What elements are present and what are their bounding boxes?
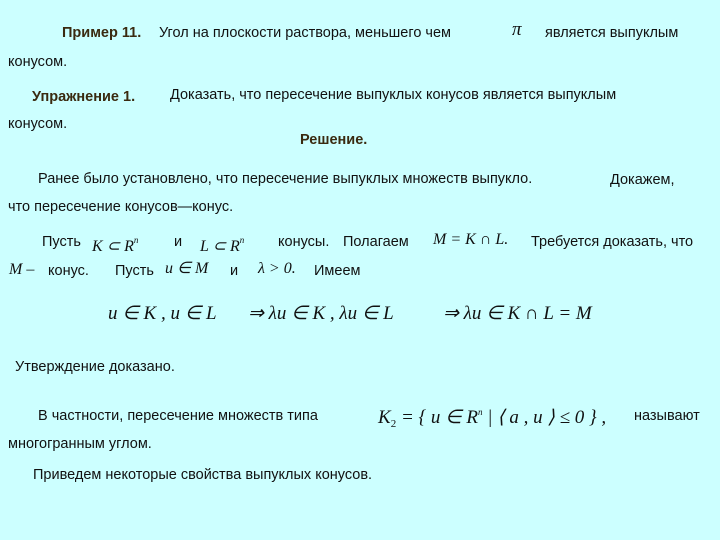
and-text: и (174, 234, 183, 250)
para1-line1b: Докажем, (610, 172, 675, 188)
solution-title: Решение. (300, 132, 368, 148)
para1-line2: что пересечение конусов—конус. (8, 199, 234, 215)
exercise-line2: конусом. (8, 116, 68, 132)
k2-set: $K_2$ = { u ∈ $R^n$ | ⟨ a , u ⟩ ≤ 0 } , (378, 407, 607, 430)
need-text: Требуется доказать, что (531, 234, 694, 250)
exercise-label: Упражнение 1. (32, 89, 136, 105)
example-text: Угол на плоскости раствора, меньшего чем (159, 25, 451, 41)
example-line2: конусом. (8, 54, 68, 70)
para1-line1: Ранее было установлено, что пересечение выпуклых множеств выпукло. (38, 171, 533, 187)
let-text: Пусть (42, 234, 81, 250)
have-text: Имеем (314, 263, 361, 279)
formula-part1: u ∈ K , u ∈ L (108, 303, 217, 324)
cone-text: конус. (48, 263, 89, 279)
pi-symbol: π (512, 19, 522, 40)
m-definition: M = K ∩ L. (433, 231, 509, 248)
and2-text: и (230, 263, 239, 279)
k-subset-rn: K ⊂ $R^n$ (92, 235, 139, 255)
lambda-positive: λ > 0. (258, 260, 296, 277)
proved-text: Утверждение доказано. (15, 359, 175, 375)
formula-part3: ⇒ λu ∈ K ∩ L = M (443, 303, 592, 324)
para4-text: Приведем некоторые свойства выпуклых конусов. (33, 467, 373, 483)
let2-text: Пусть (115, 263, 154, 279)
m-symbol: M – (9, 261, 35, 278)
example-label: Пример 11. (62, 25, 142, 41)
para3-text: В частности, пересечение множеств типа (38, 408, 318, 424)
set-text: Полагаем (343, 234, 409, 250)
para3-line2: многогранным углом. (8, 436, 152, 452)
called-text: называют (634, 408, 700, 424)
exercise-text: Доказать, что пересечение выпуклых конусов является выпуклым (170, 87, 617, 103)
cones-text: конусы. (278, 234, 330, 250)
example-text-after: является выпуклым (545, 25, 679, 41)
formula-part2: ⇒ λu ∈ K , λu ∈ L (248, 303, 394, 324)
l-subset-rn: L ⊂ $R^n$ (200, 235, 245, 255)
u-in-m: u ∈ M (165, 260, 209, 277)
